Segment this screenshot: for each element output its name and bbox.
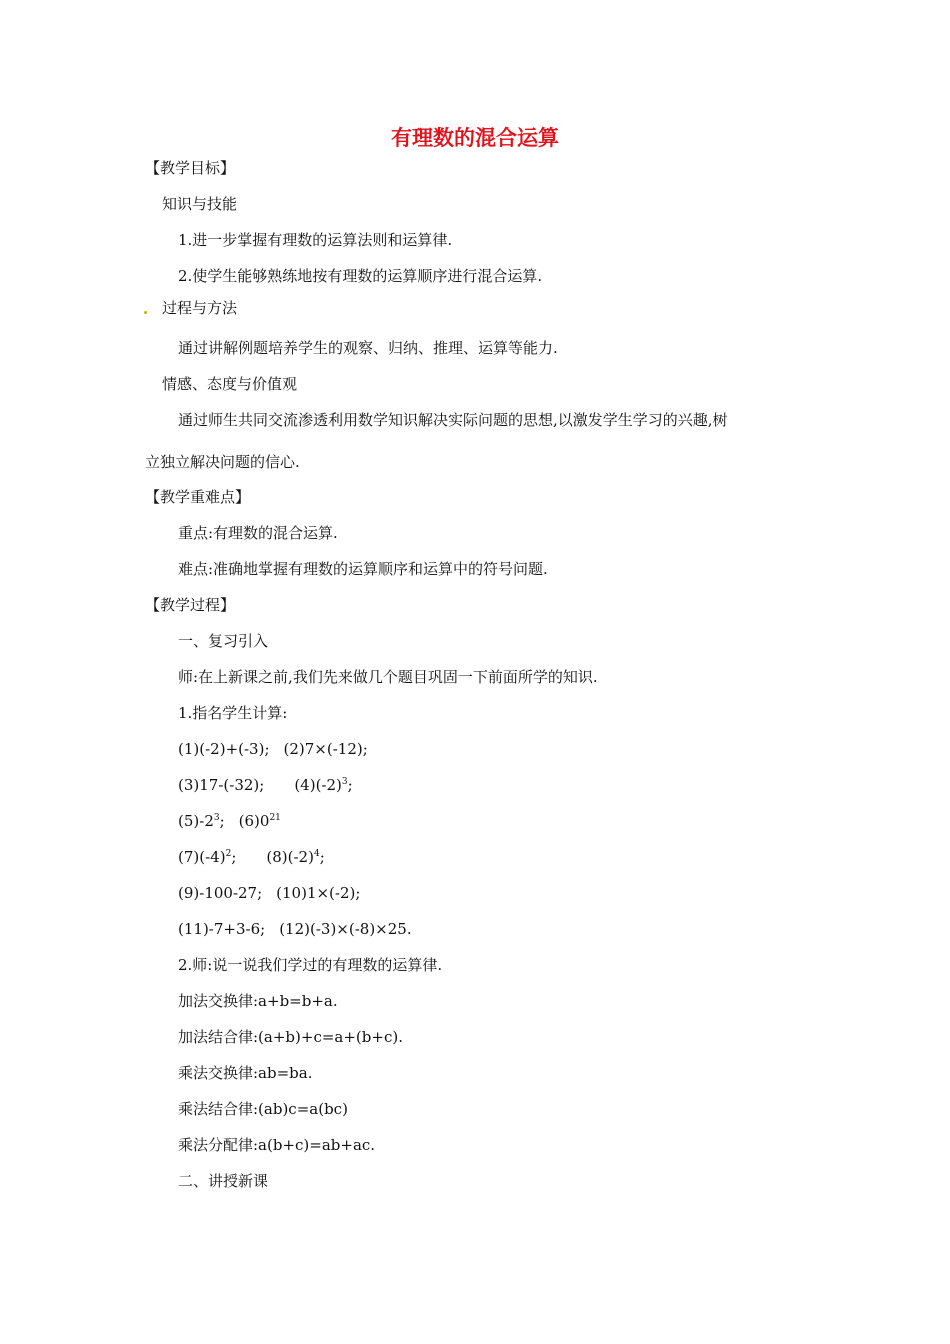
emotion-text-line-2: 立独立解决问题的信心.: [145, 453, 300, 471]
exercise-12: (12)(-3)×(-8)×25.: [279, 920, 412, 938]
exercise-4: $(4)(-2)^3$;: [294, 776, 353, 794]
exercise-row-3: [178, 811, 281, 831]
process-heading: 过程与方法: [162, 299, 238, 317]
exercise-row-5: [178, 883, 360, 903]
exercise-3: (3)17-(-32);: [178, 776, 265, 794]
goals-heading: 【教学目标】: [145, 159, 236, 177]
law-mul-distributive: 乘法分配律:a(b+c)=ab+ac.: [178, 1136, 376, 1154]
exercise-9: (9)-100-27;: [178, 884, 263, 902]
law-mul-commutative: 乘法交换律:ab=ba.: [178, 1064, 313, 1082]
goal-1: 1.进一步掌握有理数的运算法则和运算律.: [178, 231, 453, 249]
new-lesson-heading: 二、讲授新课: [178, 1172, 269, 1190]
emotion-text-line-1: 通过师生共同交流渗透利用数学知识解决实际问题的思想,以激发学生学习的兴趣,树: [178, 411, 728, 429]
process-main-heading: 【教学过程】: [145, 596, 236, 614]
exercise-11: (11)-7+3-6;: [178, 920, 266, 938]
exercise-6: $(6)0^{21}$: [238, 812, 281, 830]
process-text: 通过讲解例题培养学生的观察、归纳、推理、运算等能力.: [178, 339, 558, 357]
emotion-heading: 情感、态度与价值观: [162, 375, 298, 393]
key-heading: 【教学重难点】: [145, 488, 251, 506]
review-heading: 一、复习引入: [178, 632, 269, 650]
exercise-2: (2)7×(-12);: [283, 740, 368, 758]
exercise-row-1: [178, 739, 368, 759]
teacher-intro: 师:在上新课之前,我们先来做几个题目巩固一下前面所学的知识.: [178, 668, 598, 686]
page-title: 有理数的混合运算: [391, 125, 559, 150]
exercise-5: $(5)-2^3$;: [178, 812, 225, 830]
marker-dot: [144, 311, 147, 314]
law-mul-associative: 乘法结合律:(ab)c=a(bc): [178, 1100, 348, 1118]
knowledge-heading: 知识与技能: [162, 195, 238, 213]
goal-2: 2.使学生能够熟练地按有理数的运算顺序进行混合运算.: [178, 267, 543, 285]
law-add-commutative: 加法交换律:a+b=b+a.: [178, 992, 338, 1010]
laws-intro: 2.师:说一说我们学过的有理数的运算律.: [178, 956, 443, 974]
exercise-8: $(8)(-2)^4$;: [266, 848, 325, 866]
exercise-row-4: [178, 847, 325, 867]
exercise-10: (10)1×(-2);: [276, 884, 361, 902]
law-add-associative: 加法结合律:(a+b)+c=a+(b+c).: [178, 1028, 403, 1046]
key-point: 重点:有理数的混合运算.: [178, 524, 338, 542]
exercise-intro: 1.指名学生计算:: [178, 704, 288, 722]
exercise-row-6: [178, 919, 412, 939]
difficult-point: 难点:准确地掌握有理数的运算顺序和运算中的符号问题.: [178, 560, 548, 578]
exercise-1: (1)(-2)+(-3);: [178, 740, 270, 758]
exercise-7: $(7)(-4)^2$;: [178, 848, 237, 866]
exercise-row-2: [178, 775, 353, 795]
